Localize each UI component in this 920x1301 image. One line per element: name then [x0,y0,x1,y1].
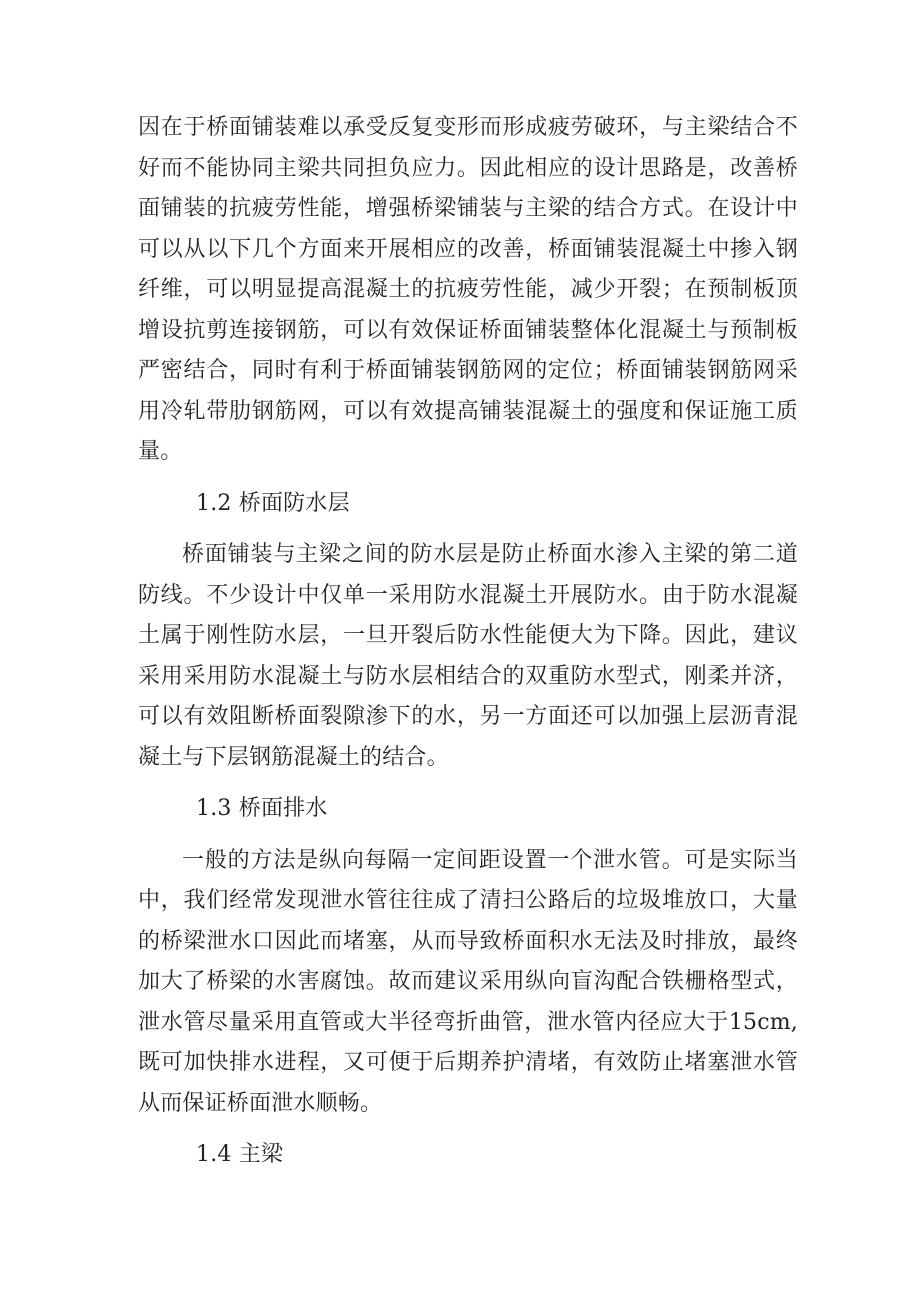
section-heading-main-beam: 1.4 主梁 [196,1142,284,1167]
spacer [138,830,798,841]
paragraph-waterproof-layer: 桥面铺装与主梁之间的防水层是防止桥面水渗入主梁的第二道防线。不少设计中仅单一采用防水混凝土开展防水。由于防水混凝土属于刚性防水层，一旦开裂后防水性能便大为下降。因此，建议采用采用防水混凝土与防水层相结合的双重防水型式，刚柔并济，可以有效阻断桥面裂隙渗下的水，另一方面还可以加强上层沥青混凝土与下层钢筋混凝土的结合。 [138,542,798,770]
spacer [138,473,798,484]
spacer [138,524,798,535]
section-heading-waterproof-layer: 1.2 桥面防水层 [196,490,350,516]
spacer [138,1124,798,1135]
section-heading-drainage: 1.3 桥面排水 [196,796,328,821]
paragraph-fatigue-improvement: 因在于桥面铺装难以承受反复变形而形成疲劳破环，与主梁结合不好而不能协同主梁共同担负应力。因此相应的设计思路是，改善桥面铺装的抗疲劳性能，增强桥梁铺装与主梁的结合方式。在设计中可以从以下几个方面来开展相应的改善，桥面铺装混凝土中掺入钢纤维，可以明显提高混凝土的抗疲劳性能，减少开裂；在预制板顶增设抗剪连接钢筋，可以有效保证桥面铺装整体化混凝土与预制板严密结合，同时有利于桥面铺装钢筋网的定位；桥面铺装钢筋网采用冷轧带肋钢筋网，可以有效提高铺装混凝土的强度和保证施工质量。 [138,115,798,464]
paragraph-drainage: 一般的方法是纵向每隔一定间距设置一个泄水管。可是实际当中，我们经常发现泄水管往往成了清扫公路后的垃圾堆放口，大量的桥梁泄水口因此而堵塞，从而导致桥面积水无法及时排放，最终加大了桥梁的水害腐蚀。故而建议采用纵向盲沟配合铁栅格型式，泄水管尽量采用直管或大半径弯折曲管，泄水管内径应大于15cm,既可加快排水进程，又可便于后期养护清堵，有效防止堵塞泄水管从而保证桥面泄水顺畅。 [138,847,798,1116]
spacer [138,778,798,789]
document-body [138,108,798,1176]
